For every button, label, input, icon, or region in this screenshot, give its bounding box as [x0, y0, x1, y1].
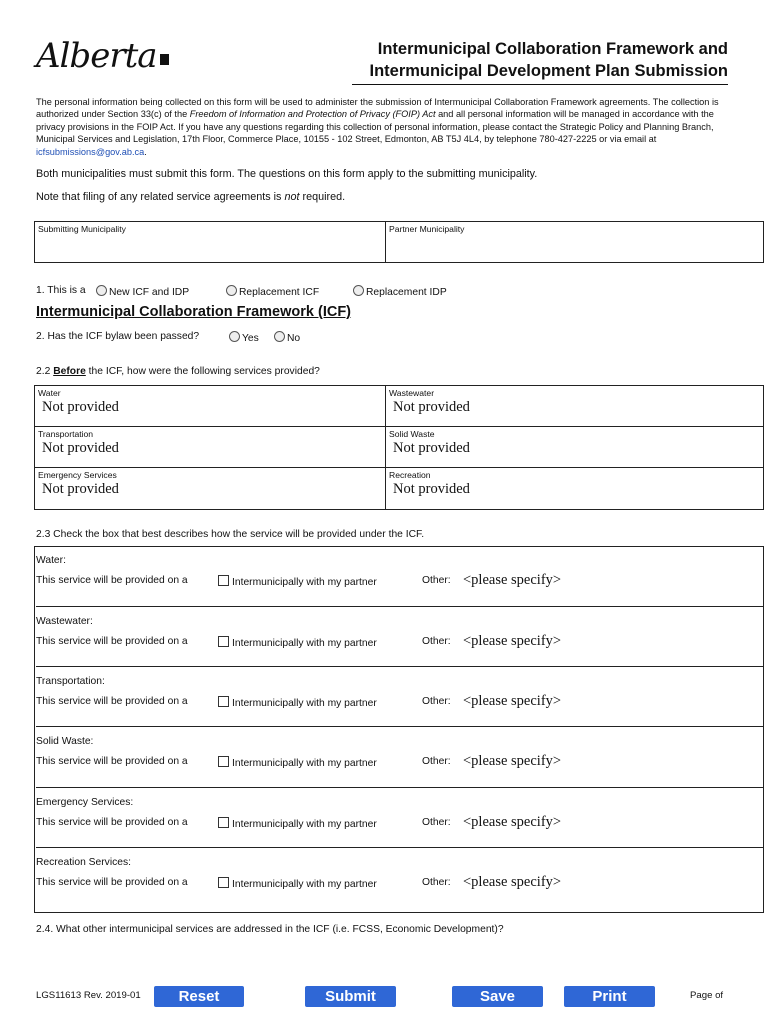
radio-icon — [96, 285, 107, 296]
q24-label: 2.4. What other intermunicipal services are addressed in the ICF (i.e. FCSS, Economic Development)? — [36, 924, 504, 935]
before-emergency-value: Not provided — [42, 481, 119, 497]
submitting-municipality-label: Submitting Municipality — [38, 224, 126, 234]
checkbox-icon — [218, 877, 229, 888]
logo-mark-icon — [160, 54, 169, 65]
radio-bylaw-yes[interactable]: Yes — [229, 331, 259, 344]
service-row-water — [36, 546, 764, 607]
radio-icon — [226, 285, 237, 296]
service-name: Wastewater: — [36, 616, 93, 627]
service-provided-text: This service will be provided on a — [36, 696, 188, 707]
q1-label: 1. This is a — [36, 285, 86, 296]
q22-label: 2.2 Before the ICF, how were the following services provided? — [36, 366, 320, 377]
before-transportation-field[interactable] — [34, 426, 386, 468]
icf-section-heading: Intermunicipal Collaboration Framework (ICF) — [36, 304, 352, 320]
checkbox-icon — [218, 817, 229, 828]
other-label: Other: — [422, 817, 451, 828]
other-label: Other: — [422, 636, 451, 647]
q23-label: 2.3 Check the box that best describes how the service will be provided under the ICF. — [36, 529, 425, 540]
form-title-line1: Intermunicipal Collaboration Framework and — [377, 40, 728, 58]
other-specify-field[interactable]: <please specify> — [463, 633, 562, 649]
page-indicator: Page of — [690, 990, 724, 1001]
other-label: Other: — [422, 696, 451, 707]
service-name: Solid Waste: — [36, 736, 94, 747]
before-wastewater-label: Wastewater — [389, 388, 435, 398]
service-provided-text: This service will be provided on a — [36, 877, 188, 888]
submit-button[interactable]: Submit — [305, 986, 396, 1007]
other-specify-field[interactable]: <please specify> — [463, 814, 562, 830]
checkbox-intermunicipal-emergency[interactable]: Intermunicipally with my partner — [218, 817, 377, 830]
radio-icon — [229, 331, 240, 342]
form-id: LGS11613 Rev. 2019-01 — [36, 990, 141, 1001]
other-label: Other: — [422, 756, 451, 767]
service-row-transportation — [36, 666, 764, 727]
other-specify-field[interactable]: <please specify> — [463, 753, 562, 769]
radio-icon — [274, 331, 285, 342]
service-provided-text: This service will be provided on a — [36, 817, 188, 828]
radio-bylaw-no[interactable]: No — [274, 331, 300, 344]
checkbox-icon — [218, 696, 229, 707]
other-specify-field[interactable]: <please specify> — [463, 874, 562, 890]
reset-button[interactable]: Reset — [154, 986, 244, 1007]
service-row-solid-waste — [36, 726, 764, 787]
before-water-field[interactable] — [34, 385, 386, 427]
partner-municipality-label: Partner Municipality — [389, 224, 465, 234]
before-water-value: Not provided — [42, 399, 119, 415]
before-emergency-label: Emergency Services — [38, 470, 117, 480]
service-row-emergency — [36, 787, 764, 848]
radio-replacement-idp[interactable]: Replacement IDP — [353, 285, 447, 298]
radio-icon — [353, 285, 364, 296]
service-provided-text: This service will be provided on a — [36, 756, 188, 767]
checkbox-icon — [218, 636, 229, 647]
before-solid-waste-value: Not provided — [393, 440, 470, 456]
checkbox-icon — [218, 575, 229, 586]
service-name: Water: — [36, 555, 66, 566]
before-wastewater-value: Not provided — [393, 399, 470, 415]
service-row-wastewater — [36, 606, 764, 667]
both-submit-note: Both municipalities must submit this form. The questions on this form apply to the submitting municipality. — [36, 168, 538, 180]
form-title-line2: Intermunicipal Development Plan Submission — [369, 62, 728, 80]
form-title — [370, 38, 729, 82]
radio-replacement-icf[interactable]: Replacement ICF — [226, 285, 319, 298]
other-specify-field[interactable]: <please specify> — [463, 693, 562, 709]
alberta-logo: Alberta — [36, 36, 169, 76]
checkbox-intermunicipal-transportation[interactable]: Intermunicipally with my partner — [218, 696, 377, 709]
other-label: Other: — [422, 575, 451, 586]
other-specify-field[interactable]: <please specify> — [463, 572, 562, 588]
service-row-recreation — [36, 847, 764, 908]
before-solid-waste-label: Solid Waste — [389, 429, 435, 439]
q2-label: 2. Has the ICF bylaw been passed? — [36, 331, 200, 342]
privacy-notice: The personal information being collected on this form will be used to administer the submission of Intermunicipal Collaboration Framework agreements. The collection is authorized under Section 33(c) of the Freedom of Information and Protection of Privacy (FOIP) Act and all personal information will be managed in accordance with the privacy provisions in the FOIP Act. If you have any questions regarding this collection of personal information, please contact the Strategic Policy and Planning Branch, Municipal Services and Legislation, 17th Floor, Commerce Place, 10155 - 102 Street, Edmonton, AB T5J 4L4, by telephone 780-427-2225 or via email at icfsubmissions@gov.ab.ca. — [36, 97, 719, 157]
service-provided-text: This service will be provided on a — [36, 575, 188, 586]
save-button[interactable]: Save — [452, 986, 543, 1007]
email-link[interactable]: icfsubmissions@gov.ab.ca — [36, 146, 145, 157]
before-transportation-value: Not provided — [42, 440, 119, 456]
before-wastewater-field[interactable] — [385, 385, 764, 427]
print-button[interactable]: Print — [564, 986, 655, 1007]
before-recreation-value: Not provided — [393, 481, 470, 497]
before-recreation-field[interactable] — [385, 467, 764, 510]
service-name: Emergency Services: — [36, 797, 134, 808]
checkbox-icon — [218, 756, 229, 767]
before-recreation-label: Recreation — [389, 470, 431, 480]
partner-municipality-field[interactable] — [385, 221, 764, 263]
filing-note: Note that filing of any related service agreements is not required. — [36, 191, 346, 203]
before-emergency-field[interactable] — [34, 467, 386, 510]
checkbox-intermunicipal-solid-waste[interactable]: Intermunicipally with my partner — [218, 756, 377, 769]
submitting-municipality-field[interactable] — [34, 221, 386, 263]
service-name: Transportation: — [36, 676, 105, 687]
before-solid-waste-field[interactable] — [385, 426, 764, 468]
before-water-label: Water — [38, 388, 61, 398]
other-label: Other: — [422, 877, 451, 888]
radio-new-icf-idp[interactable]: New ICF and IDP — [96, 285, 189, 298]
checkbox-intermunicipal-wastewater[interactable]: Intermunicipally with my partner — [218, 636, 377, 649]
before-transportation-label: Transportation — [38, 429, 94, 439]
service-provided-text: This service will be provided on a — [36, 636, 188, 647]
service-name: Recreation Services: — [36, 857, 131, 868]
title-divider — [352, 84, 728, 85]
checkbox-intermunicipal-recreation[interactable]: Intermunicipally with my partner — [218, 877, 377, 890]
checkbox-intermunicipal-water[interactable]: Intermunicipally with my partner — [218, 575, 377, 588]
